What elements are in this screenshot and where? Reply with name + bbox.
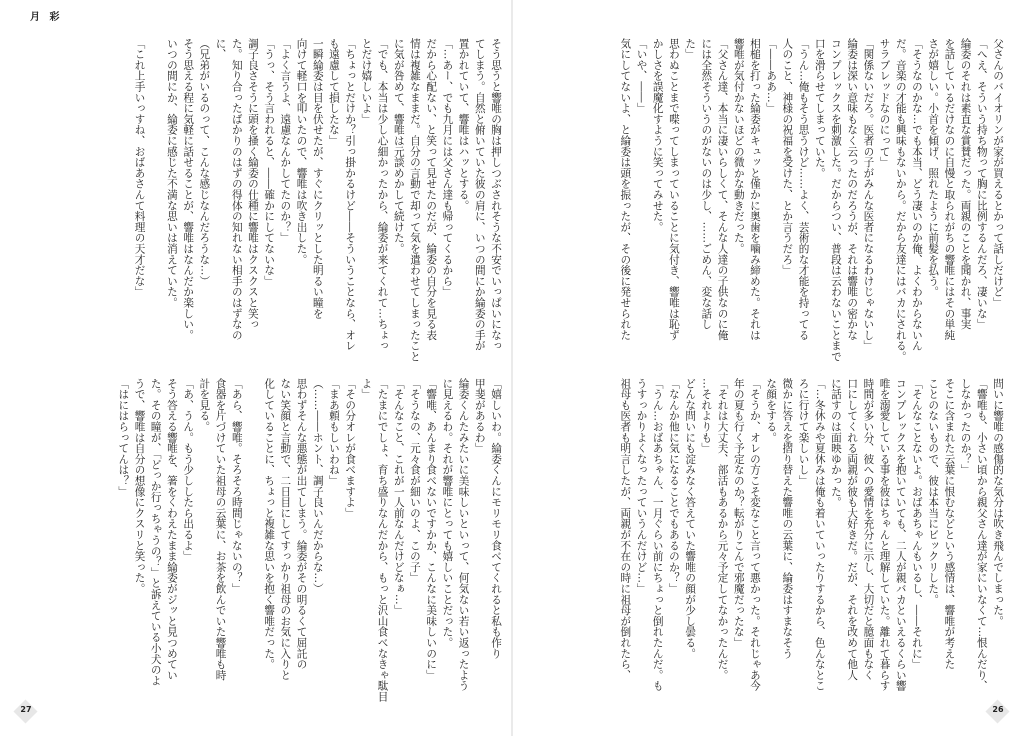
text-line: 「そんなこと、これが一人前なんだけどなぁ…」 [392, 378, 405, 616]
text-line: うすっかりよくなったっていうんだけど…」 [635, 378, 648, 594]
text-line: 「それは大丈夫、部活もあるから元々予定してなかったんだ。 [716, 378, 729, 681]
text-line: （……――ホント、調子良いんだからな…） [311, 378, 324, 594]
text-line: 「そうか、オレの方こそ変なこと言って悪かった。それじゃあ今 [748, 378, 761, 692]
page-27-upper-text [131, 38, 504, 362]
page-27-lower-text [115, 378, 504, 702]
text-line: に話すのは面映ゆかった。 [829, 378, 842, 508]
text-line: 甲斐があるわ」 [473, 378, 486, 454]
text-line: 父さんのバイオリンが家が買えるとかって話しだけど」 [992, 38, 1004, 308]
text-line: ない笑顔と言動で、二日目にしてすっかり祖母のお気に入りと [279, 378, 292, 681]
text-line: に気が咎めて、響唯は元談めかして続けた。 [392, 38, 405, 254]
text-line: だ。音楽の才能も興味もないから。だから友達にはバカにされる。 [894, 38, 907, 362]
text-line: 思わずそんな悪態が出てしまう。綸委がその明るくて屈託の [295, 378, 308, 670]
text-line: 「――ああ…」 [765, 38, 778, 114]
text-line: 一瞬綸委は目を伏せたが、すぐにクリッとした明るい瞳を [311, 38, 324, 319]
text-line: 問いに響唯の感傷的な気分は吹き飛んでしまった。 [992, 378, 1004, 627]
text-line: 綸委は深い意味もなく云ったのだろうが、それは響唯の密かな [846, 38, 859, 341]
text-line: とだけ嬉しいよ」 [360, 38, 373, 125]
text-line: サラブレッドなのにって」 [878, 38, 891, 168]
page-number-left [14, 700, 38, 724]
text-line: 相槌を打った綸委がキュッと僅かに奥歯を噛み締めた。それは [748, 38, 761, 341]
text-line [148, 38, 164, 362]
text-line: も遠慮して損したな」 [327, 38, 340, 146]
text-line: 微かに答えを摺り替えた響唯の云葉に、綸委はすまなそう [781, 378, 794, 659]
text-line: 「うん…おばあちゃん、一月ぐらい前にちょっと倒れたんだ。も [651, 378, 664, 692]
text-line: コンプレックスを刺激した。だからつい、普段は云わないことまで [829, 38, 842, 362]
text-line: そう思うと響唯の胸は押しつぶされそうな不安でいっぱいになっ [490, 38, 502, 352]
text-line: に、 [214, 38, 227, 60]
text-line: ろに行けて楽しいし」 [797, 378, 810, 486]
text-line: 「そんなことないよ。おばあちゃんもいるし、――それに」 [910, 378, 923, 670]
text-line: 「いや、――」 [635, 38, 648, 114]
page-number-right-label: 26 [992, 705, 1004, 714]
text-line: 思わぬことまで喋ってしまっていることに気付き、響唯は恥ず [667, 38, 680, 341]
text-line: 「うっ、そう言われると、――確かにしてないな」 [263, 38, 276, 287]
text-line: そう思える程に気軽に話せることが、響唯はなんだか楽しい。 [182, 38, 195, 341]
text-line: 人のこと、神様の祝福を受けた、とか言うだろ」 [781, 38, 794, 276]
running-header: 月 彩 [30, 12, 63, 23]
text-line: 計を見る。 [198, 378, 211, 432]
text-line: 調子良さそうに頭を掻く綸委の仕種に響唯はクスクスと笑っ [246, 38, 259, 330]
text-line: 「へえ、そういう持ち物って胸に比例するんだろ、凄いな」 [975, 38, 988, 330]
text-line: な顔をする。 [765, 378, 778, 443]
text-line: 綸委のそれは素直な賞賛だった。両親のことを聞かれ、事実 [959, 38, 972, 330]
text-line: 年の夏も行く予定なのか？転がりこんで邪魔だったな」 [732, 378, 745, 648]
page-26-lower-text [617, 378, 1006, 691]
page-26-upper-text [617, 38, 1006, 362]
text-line: しなかったのか？」 [959, 378, 972, 476]
text-line: 気にしてないよ、と綸委は頭を振ったが、その後に発せられた [619, 38, 632, 341]
text-line: 「なんか他に気になることでもあるのか？」 [667, 378, 680, 594]
page-number-left-label: 27 [20, 705, 32, 714]
text-line: うで、響唯は自分の想像にクスリと笑った。 [133, 378, 146, 594]
text-line: 「はにはらってんは？」 [117, 378, 130, 497]
text-line: た。その瞳が、「どっか行っちゃうの？」と訴えている小犬のよ [149, 378, 162, 686]
text-line: 「でも、本当は少し心細かったから、綸委が来てくれて…ちょっ [376, 38, 389, 352]
text-line: 「あら、響唯。そろそろ時間じゃないの？」 [230, 378, 243, 594]
text-line: 祖母も医者も明言したが、両親が不在の時に祖母が倒れたら、 [619, 378, 632, 681]
text-line: 「響唯、あんまり食べないですかか、こんなに美味しいのに」 [425, 378, 438, 681]
text-line: 「…冬休みや夏休みは俺も着いていったりするから、色んなとこ [813, 378, 826, 692]
text-line: 情は複雑なままだ。自分の言動で却って気を遣わせてしまったこと [408, 38, 421, 362]
text-line: （兄弟がいるのって、こんな感じなんだろうな…） [198, 38, 211, 287]
text-line: そこに含まれた云葉に恨むなどという感情は、響唯が考えた [943, 378, 956, 670]
text-line: 時間が多い分、彼への愛情を充分に示し、大切だと臆面もなく [862, 378, 875, 681]
text-line: た。知り合ったばかりのはずの得体の知れない相手のはずなの [230, 38, 243, 341]
text-line: コンプレックスを抱いていても、二人が親バカといえるくらい響 [894, 378, 907, 692]
text-line: には全然そういうのがないのは少し、……ごめん、変な話し [700, 38, 713, 330]
text-line: かしさを誤魔化すように笑ってみせた。 [651, 38, 664, 233]
text-line: 「その分オレが食べますよ」 [344, 378, 357, 519]
text-line: 「これ上手いっすね、おばあさんて料理の天才だな」 [133, 38, 146, 298]
text-line: 「そうなの、元々食が細いのよ、この子」 [408, 378, 421, 584]
text-line: …それよりも」 [700, 378, 713, 454]
text-line: た」 [684, 38, 697, 60]
text-line: 向けて軽口を叩いたので、響唯は吹き出した。 [295, 38, 308, 265]
text-line: 「うん…俺もそう思うけど……よく、芸術的な才能を持ってる [797, 38, 810, 341]
text-line: を話しているだけなのに自慢と取られがちの響唯にはその単純 [943, 38, 956, 341]
text-line: てしまう。自然と俯いていた彼の肩に、いつの間にか綸委の手が [473, 38, 486, 352]
text-line: 「よく言うよ、遠慮なんかしてたのか？」 [279, 38, 292, 244]
text-line: 「たまにでしょ、育ち盛りなんだから、もっと沢山食べなきゃ駄目 [376, 378, 389, 702]
text-line: 「関係ないだろ。医者の子がみんな医者になるわけじゃないし」 [862, 38, 875, 352]
text-line: だから心配ない、と笑って見せたのだが、綸委の自分を見る表 [425, 38, 438, 341]
text-line: 口にしてくれる両親が彼も大好きだ。だが、それを改めて他人 [846, 378, 859, 681]
gutter [511, 0, 513, 736]
text-line: そう答える響唯を、箸をくわえたまま綸委がジッと見つめてい [165, 378, 178, 681]
text-line: 「そうなのかな…でも本当、どう凄いのか俺、よくわからないん [910, 38, 923, 352]
text-line: 食器を片づけていた祖母の云葉に、お茶を飲んでいた響唯も時 [214, 378, 227, 681]
text-line: 「父さん達、本当に凄いらしくて、そんな人達の子供なのに俺 [716, 38, 729, 341]
text-line: さが嬉しい。小首を傾げ、照れたように前髪を払う。 [927, 38, 940, 298]
text-line [245, 378, 261, 702]
text-line: 化していることに、ちょっと複雑な思いを抱く響唯だった。 [263, 378, 276, 670]
text-line: 「響唯も、小さい頃から親父さん達が家にいなくて…恨んだり、 [975, 378, 988, 692]
page-number-right [986, 700, 1010, 724]
text-line: 「ちょっとだけか？引っ掛かるけど――そういうことなら、オレ [344, 38, 357, 352]
text-line: 置かれていて、響唯はハッとする。 [457, 38, 470, 211]
text-line: ことのないもので、彼は本当にビックリした。 [927, 378, 940, 605]
text-line: 口を滑らせてしまっていた。 [813, 38, 826, 179]
text-line: 唯を溺愛している事を彼はちゃんと理解していた。離れて暮らす [878, 378, 891, 692]
text-line: 「あ、うん。もう少ししたら出るよ」 [182, 378, 195, 562]
text-line: 「嬉しいわ。綸委くんにモリモリ食べてくれると私も作り [490, 378, 502, 659]
text-line: に見えるわ。それが響唯にとっても嬉しいことだった。 [441, 378, 454, 648]
text-line: いつの間にか、綸委に感じた不満な思いは消えていた。 [165, 38, 178, 308]
text-line: よ」 [360, 378, 373, 400]
text-line: 綸委くんたみたいに美味しいといって、何気ない若い返ったよう [457, 378, 470, 692]
text-line: 「…あー、でも九月には父さん達も帰ってくるから」 [441, 38, 454, 298]
text-line: 「まあ頼もしいわね」 [327, 378, 340, 486]
text-line: どんな問いにも淀みなく答えていた響唯の顔が少し曇る。 [684, 378, 697, 659]
text-line: 響唯が気付かないほどの微かな動きだった。 [732, 38, 745, 254]
